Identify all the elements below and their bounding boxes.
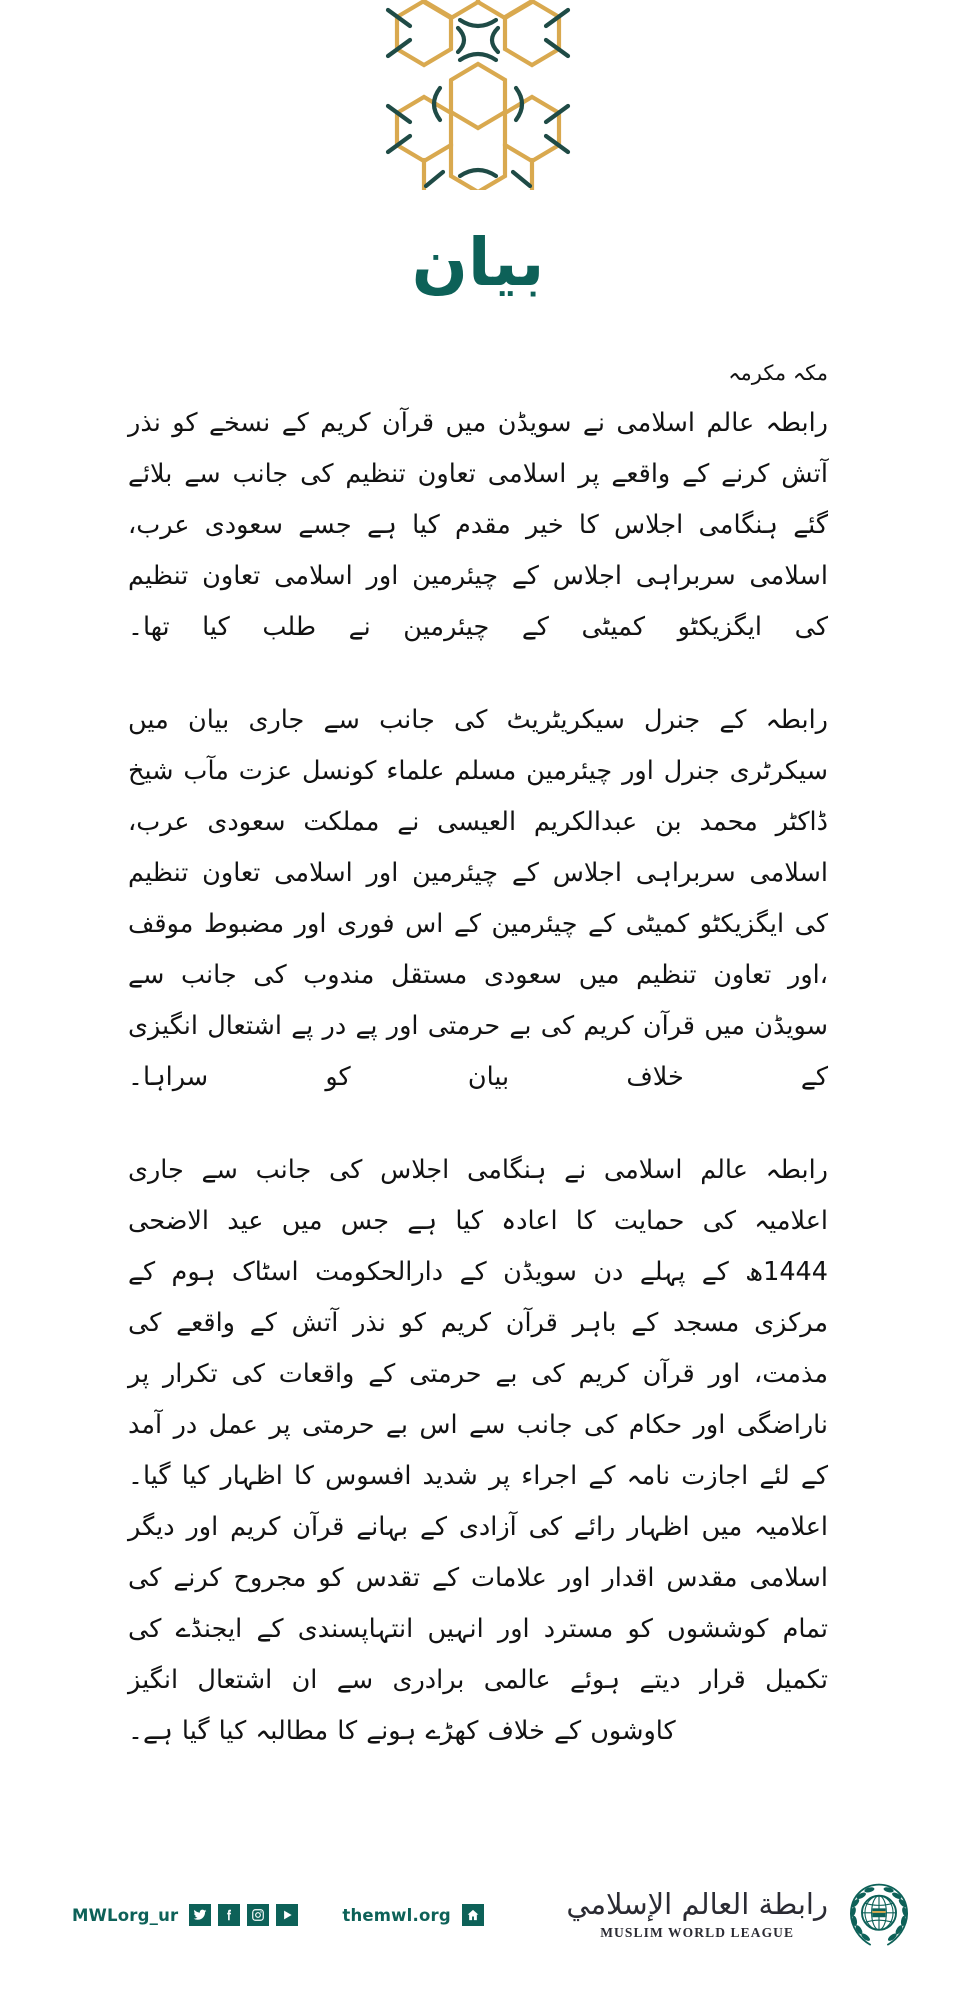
mwl-logo: [566, 1878, 956, 1952]
social-handle-group: [72, 1904, 298, 1926]
social-handle-label: MWLorg_ur: [72, 1905, 179, 1925]
islamic-geometric-pattern-icon: [348, 0, 608, 190]
footer: [0, 1887, 956, 1943]
mwl-arabic-name: رابطة العالم الإسلامي: [566, 1887, 828, 1922]
instagram-icon[interactable]: [247, 1904, 269, 1926]
statement-paragraph-1: رابطہ عالم اسلامی نے سویڈن میں قرآن کریم کے نسخے کو نذر آتش کرنے کے واقعے پر اسلامی تعاون تنظیم کی جانب سے بلائے گئے ہنگامی اجلاس کا خیر مقدم کیا ہے جسے سعودی عرب، اسلامی سربراہی اجلاس کے چیئرمین اور اسلامی تعاون تنظیم کی ایگزیکٹو کمیٹی کے چیئرمین نے طلب کیا تھا۔: [128, 407, 828, 642]
statement-paragraph-3: رابطہ عالم اسلامی نے ہنگامی اجلاس کی جانب سے جاری اعلامیہ کی حمایت کا اعادہ کیا ہے جس میں عید الاضحی 1444ھ کے پہلے دن سویڈن کے دارالحکومت اسٹاک ہوم کے مرکزی مسجد کے باہر قرآن کریم کو نذر آتش کے واقعے کی مذمت، اور قرآن کریم کی بے حرمتی کے واقعات کی تکرار پر ناراضگی اور حکام کی جانب سے اس بے حرمتی پر عمل در آمد کے لئے اجازت نامہ کے اجراء پر شدید افسوس کا اظہار کیا گیا۔اعلامیہ میں اظہار رائے کی آزادی کے بہانے قرآن کریم اور دیگر اسلامی مقدس اقدار اور علامات کے تقدس کو مجروح کرنے کی تمام کوششوں کو مسترد اور انہیں انتہاپسندی کے ایجنڈے کی تکمیل قرار دیتے ہوئے عالمی برادری سے ان اشتعال انگیز کاوشوں کے خلاف کھڑے ہونے کا مطالبہ کیا گیا ہے۔: [128, 1154, 828, 1746]
mwl-wordmark: [566, 1887, 828, 1941]
website-label[interactable]: themwl.org: [342, 1905, 451, 1925]
facebook-icon[interactable]: [218, 1904, 240, 1926]
page-title-block: [0, 224, 956, 340]
youtube-icon[interactable]: [276, 1904, 298, 1926]
dateline: مكہ مکرمہ: [728, 361, 828, 385]
home-icon[interactable]: [462, 1904, 484, 1926]
statement-body: [128, 358, 828, 1757]
mwl-emblem-icon: [842, 1878, 916, 1952]
statement-paragraph-2: رابطہ کے جنرل سیکریٹریٹ کی جانب سے جاری بیان میں سیکرٹری جنرل اور چیئرمین مسلم علماء کونسل عزت مآب شیخ ڈاکٹر محمد بن عبدالکریم العیسی نے مملکت سعودی عرب، اسلامی سربراہی اجلاس کے چیئرمین اور اسلامی تعاون تنظیم کی ایگزیکٹو کمیٹی کے چیئرمین کے اس فوری اور مضبوط موقف ،اور تعاون تنظیم میں سعودی مستقل مندوب کی جانب سے سویڈن میں قرآن کریم کی بے حرمتی اور پے در پے اشتعال انگیزی کے خلاف بیان کو سراہا۔: [128, 704, 828, 1092]
header-ornament: [0, 0, 956, 190]
website-group: [342, 1904, 483, 1926]
twitter-icon[interactable]: [189, 1904, 211, 1926]
mwl-english-name: MUSLIM WORLD LEAGUE: [600, 1925, 795, 1941]
footer-links: [0, 1904, 484, 1926]
page-title: بيان: [411, 224, 545, 301]
